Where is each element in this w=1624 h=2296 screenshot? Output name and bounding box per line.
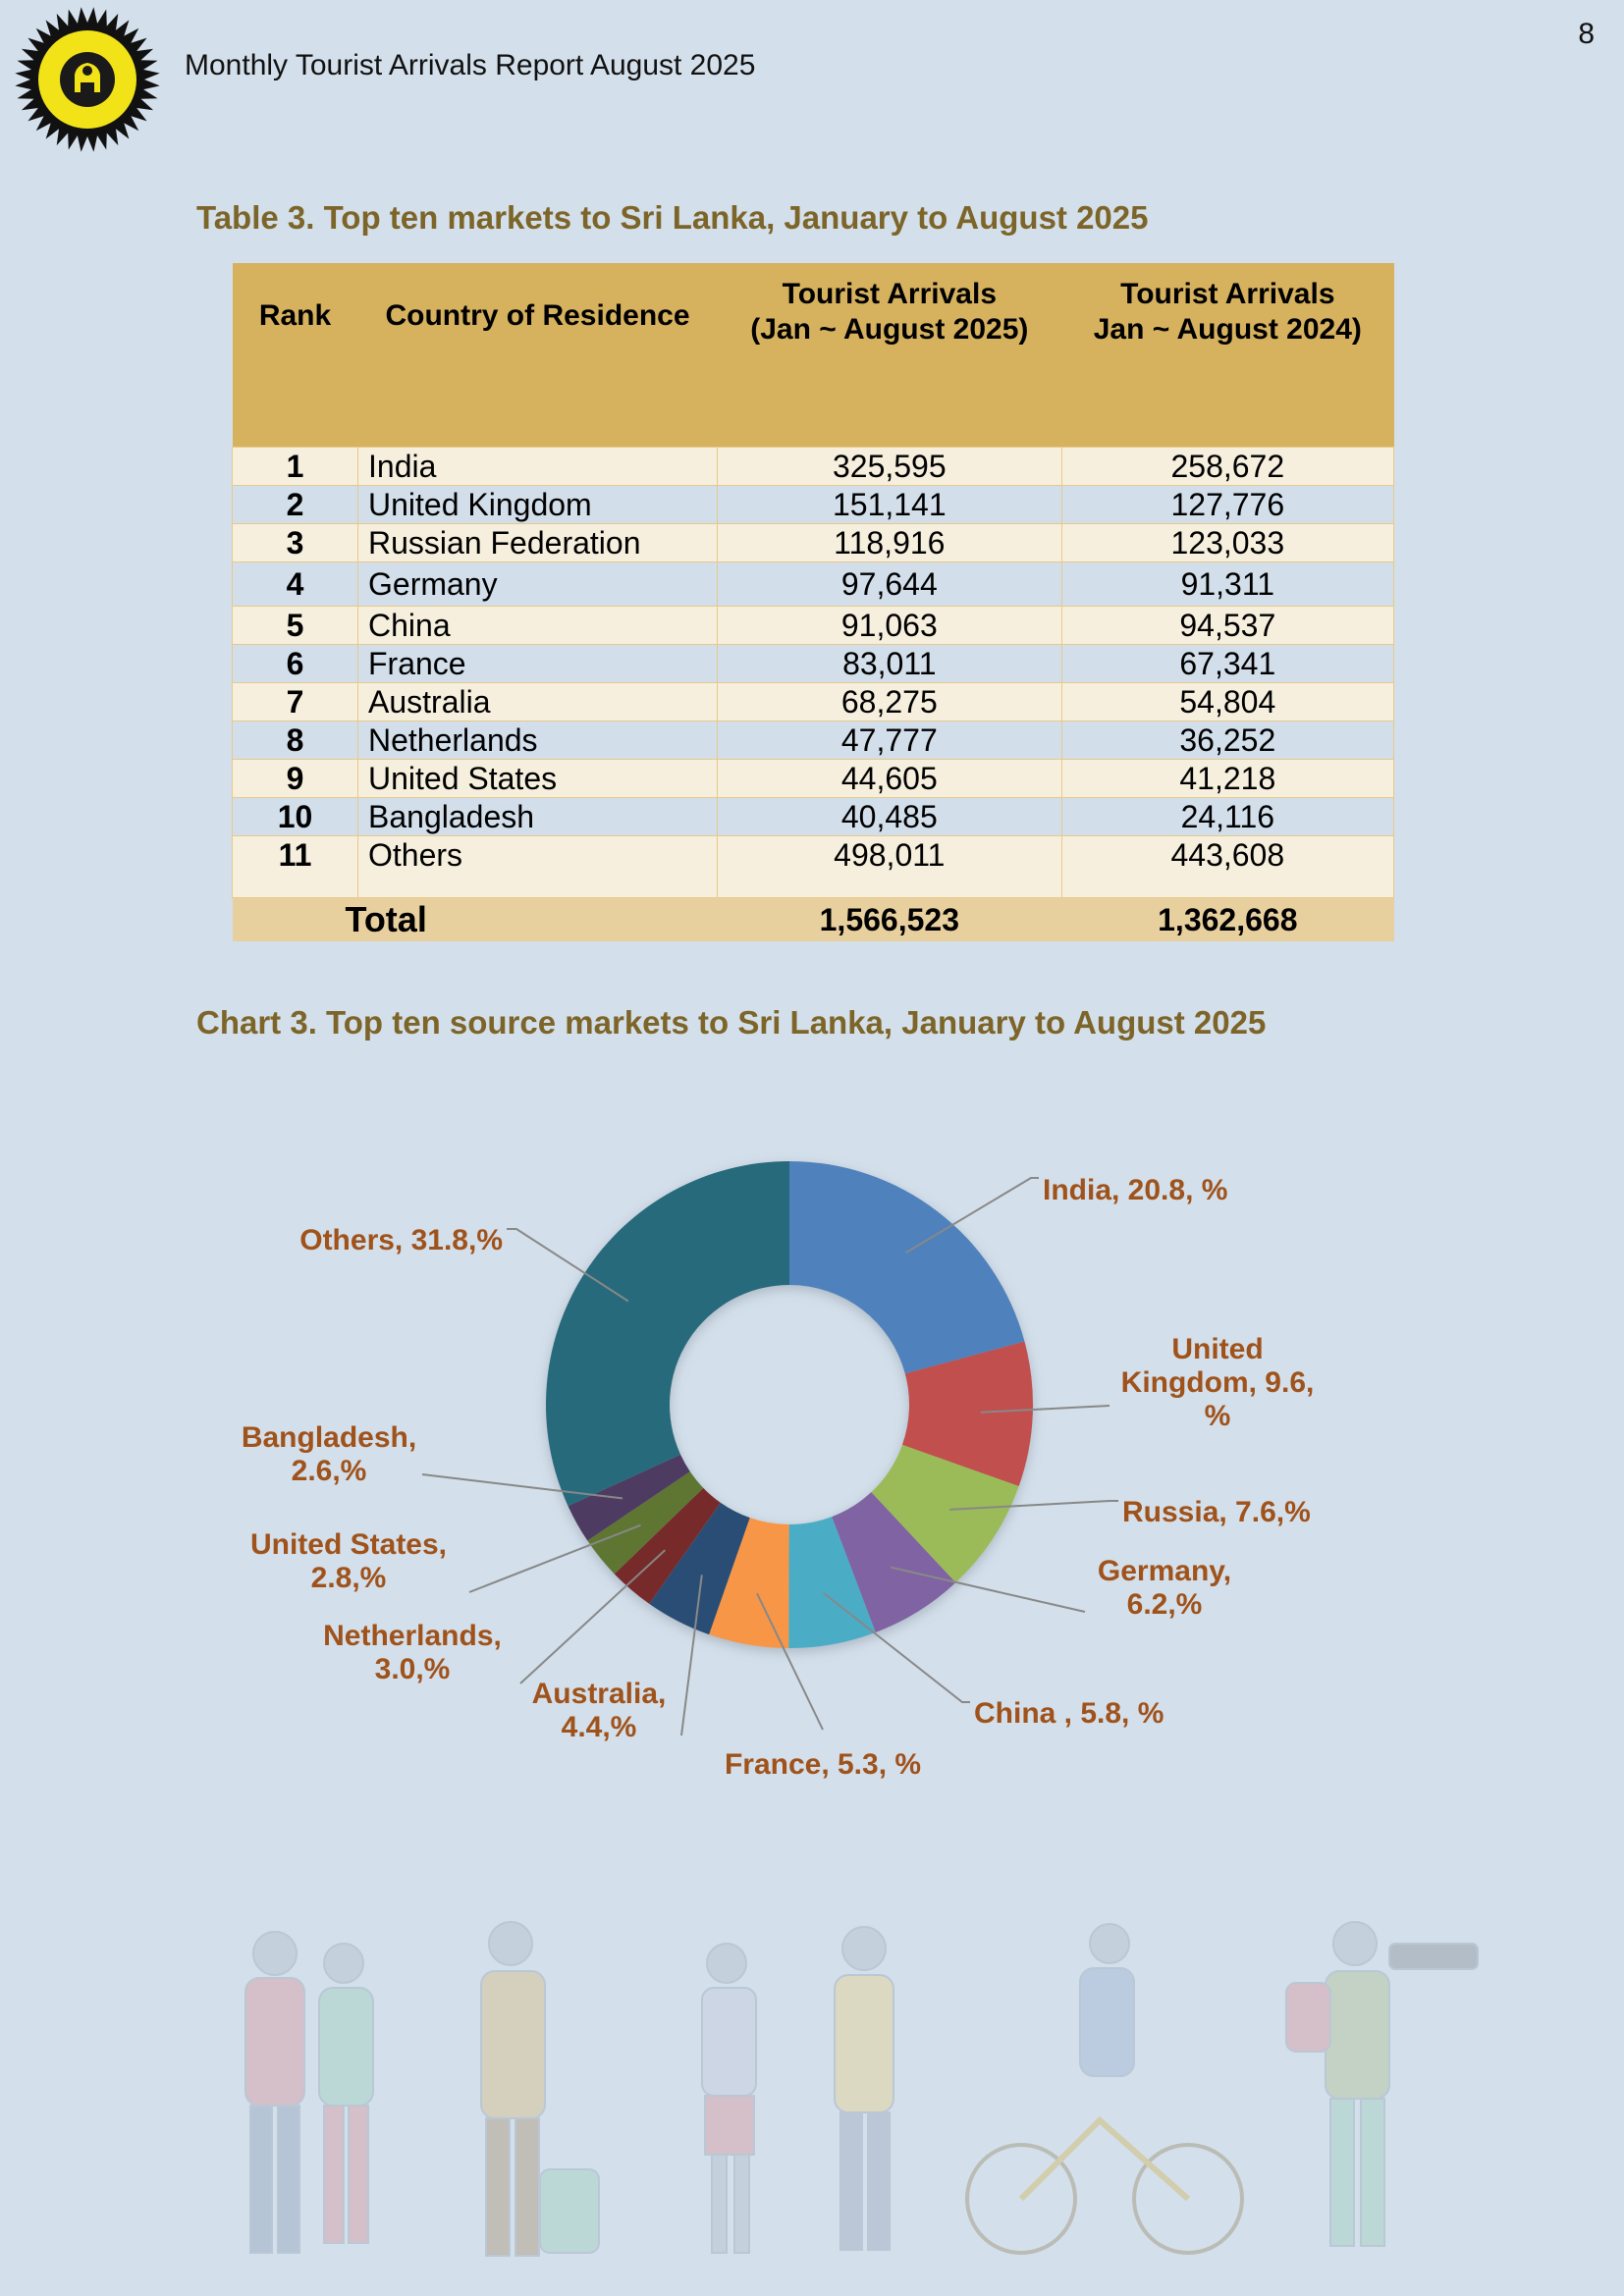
total-2025: 1,566,523 — [718, 898, 1062, 942]
report-title: Monthly Tourist Arrivals Report August 2025 — [185, 49, 756, 81]
country-cell: United Kingdom — [358, 486, 718, 524]
table-row — [233, 798, 1394, 836]
sri-lanka-tourism-lion-emblem-icon — [14, 6, 161, 153]
table-row — [233, 721, 1394, 760]
donut-chart — [0, 1080, 1624, 1826]
slice-label-line: Netherlands, — [323, 1620, 502, 1652]
header-country: Country of Residence — [358, 263, 718, 448]
slice-label-line: 2.6,% — [291, 1455, 367, 1487]
arrivals-2025-cell: 118,916 — [718, 524, 1062, 562]
slice-label-line: United States, — [249, 1528, 448, 1561]
arrivals-2025-cell: 47,777 — [718, 721, 1062, 760]
arrivals-2025-cell: 151,141 — [718, 486, 1062, 524]
rank-cell: 9 — [233, 760, 358, 798]
tourists-illustration-icon — [216, 1904, 1492, 2277]
slice-label-line: China , 5.8, % — [974, 1697, 1164, 1730]
country-cell: Bangladesh — [358, 798, 718, 836]
rank-cell: 3 — [233, 524, 358, 562]
rank-cell: 10 — [233, 798, 358, 836]
page-number: 8 — [1578, 18, 1595, 50]
arrivals-2024-cell: 41,218 — [1061, 760, 1393, 798]
slice-label-line: India, 20.8, % — [1043, 1174, 1228, 1206]
country-cell: India — [358, 448, 718, 486]
table-header-row — [233, 263, 1394, 448]
arrivals-2025-cell: 40,485 — [718, 798, 1062, 836]
slice-label-line: Others, 31.8,% — [299, 1224, 503, 1256]
slice-label-line: % — [1204, 1400, 1231, 1432]
arrivals-2024-cell: 94,537 — [1061, 607, 1393, 645]
country-cell: Netherlands — [358, 721, 718, 760]
country-cell: Others — [358, 836, 718, 898]
slice-label-france — [725, 1748, 921, 1781]
slice-label-others — [299, 1224, 503, 1256]
arrivals-2024-cell: 36,252 — [1061, 721, 1393, 760]
header-2025-line2: (Jan ~ August 2025) — [750, 313, 1029, 346]
arrivals-2024-cell: 443,608 — [1061, 836, 1393, 898]
header-arrivals-2024 — [1061, 263, 1393, 448]
table-row — [233, 448, 1394, 486]
table-row — [233, 645, 1394, 683]
arrivals-2024-cell: 24,116 — [1061, 798, 1393, 836]
slice-label-united-states — [250, 1528, 447, 1594]
slice-label-line: Bangladesh, — [241, 1421, 417, 1454]
slice-label-line: United — [1171, 1333, 1264, 1365]
slice-label-australia — [532, 1678, 667, 1743]
table-row — [233, 760, 1394, 798]
leader-line — [520, 1550, 665, 1683]
slice-label-line: Russia, 7.6,% — [1122, 1496, 1311, 1528]
arrivals-2025-cell: 68,275 — [718, 683, 1062, 721]
slice-label-netherlands — [323, 1620, 502, 1685]
table-row — [233, 607, 1394, 645]
arrivals-2024-cell: 91,311 — [1061, 562, 1393, 607]
header-2024-line2: Jan ~ August 2024) — [1093, 313, 1362, 346]
country-cell: Russian Federation — [358, 524, 718, 562]
header-2024-line1: Tourist Arrivals — [1120, 278, 1335, 310]
rank-cell: 8 — [233, 721, 358, 760]
arrivals-2024-cell: 123,033 — [1061, 524, 1393, 562]
table-title: Table 3. Top ten markets to Sri Lanka, January to August 2025 — [196, 199, 1149, 236]
arrivals-2024-cell: 127,776 — [1061, 486, 1393, 524]
donut-slice-india — [789, 1161, 1024, 1373]
slice-label-germany — [1098, 1555, 1231, 1621]
slice-label-line: Australia, — [531, 1678, 667, 1710]
arrivals-2024-cell: 67,341 — [1061, 645, 1393, 683]
slice-label-line: 3.0,% — [374, 1653, 451, 1685]
slice-label-line: France, 5.3, % — [724, 1748, 922, 1781]
top-markets-table — [232, 263, 1394, 941]
table-row — [233, 524, 1394, 562]
table-row — [233, 562, 1394, 607]
slice-label-russia — [1122, 1496, 1311, 1528]
arrivals-2025-cell: 91,063 — [718, 607, 1062, 645]
arrivals-2025-cell: 498,011 — [718, 836, 1062, 898]
rank-cell: 1 — [233, 448, 358, 486]
rank-cell: 4 — [233, 562, 358, 607]
slice-label-bangladesh — [242, 1421, 416, 1487]
table-row — [233, 486, 1394, 524]
rank-cell: 2 — [233, 486, 358, 524]
slice-label-united-kingdom — [1121, 1333, 1315, 1432]
country-cell: France — [358, 645, 718, 683]
arrivals-2025-cell: 44,605 — [718, 760, 1062, 798]
country-cell: Australia — [358, 683, 718, 721]
arrivals-2025-cell: 325,595 — [718, 448, 1062, 486]
header-arrivals-2025 — [718, 263, 1062, 448]
arrivals-2025-cell: 83,011 — [718, 645, 1062, 683]
rank-cell: 7 — [233, 683, 358, 721]
arrivals-2024-cell: 54,804 — [1061, 683, 1393, 721]
slice-label-line: 4.4,% — [561, 1711, 637, 1743]
slice-label-line: 6.2,% — [1126, 1588, 1203, 1621]
table-row — [233, 683, 1394, 721]
slice-label-china — [974, 1697, 1164, 1730]
rank-cell: 5 — [233, 607, 358, 645]
header-2025-line1: Tourist Arrivals — [782, 278, 998, 310]
header-rank: Rank — [233, 263, 358, 448]
table-total-row — [233, 898, 1394, 942]
slice-label-line: Germany, — [1097, 1555, 1232, 1587]
total-label: Total — [233, 898, 718, 942]
country-cell: Germany — [358, 562, 718, 607]
table-row — [233, 836, 1394, 898]
rank-cell: 11 — [233, 836, 358, 898]
donut-slice-others — [546, 1161, 789, 1506]
total-2024: 1,362,668 — [1061, 898, 1393, 942]
chart-title: Chart 3. Top ten source markets to Sri Lanka, January to August 2025 — [196, 1004, 1267, 1041]
country-cell: United States — [358, 760, 718, 798]
slice-label-line: 2.8,% — [310, 1562, 387, 1594]
country-cell: China — [358, 607, 718, 645]
slice-label-line: Kingdom, 9.6, — [1120, 1366, 1315, 1399]
rank-cell: 6 — [233, 645, 358, 683]
slice-label-india — [1043, 1174, 1227, 1206]
arrivals-2024-cell: 258,672 — [1061, 448, 1393, 486]
arrivals-2025-cell: 97,644 — [718, 562, 1062, 607]
